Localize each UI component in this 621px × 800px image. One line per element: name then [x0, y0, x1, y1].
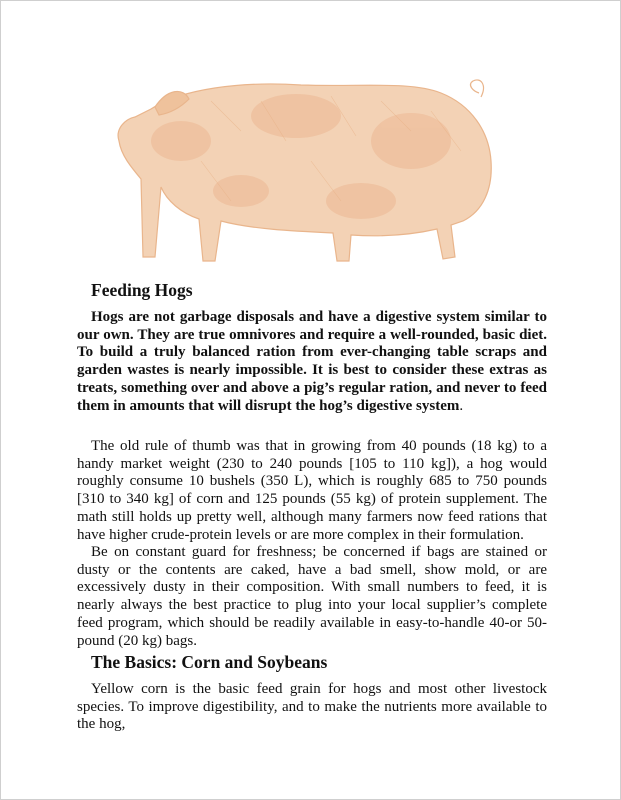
intro-text: Hogs are not garbage disposals and have a digestive system similar to our own. They are true omnivores and require a well-rounded, basic diet. To build a truly balanced ration from ever-changing table scraps and garden wastes is nearly impossible. It is best to consider these extras as treats, something over and above a pig’s regular ration, and never to feed them in amounts that will disrupt the hog’s digestive system	[77, 309, 547, 414]
section-heading-feeding-hogs: Feeding Hogs	[91, 280, 193, 300]
body-paragraph-rule-of-thumb: The old rule of thumb was that in growing from 40 pounds (18 kg) to a handy market weight (230 to 240 pounds [105 to 110 kg]), a hog would roughly consume 10 bushels (350 L), which is roughly 685 to 750 pounds [310 to 340 kg] of corn and 125 pounds (55 kg) of protein supplement. The math still holds up pretty well, although many farmers now feed rations that have higher crude-protein levels or are more complex in their formulation.	[77, 438, 547, 543]
body-paragraph-yellow-corn: Yellow corn is the basic feed grain for hogs and most other livestock species. To improve digestibility, and to make the nutrients more available to the hog,	[77, 681, 547, 733]
intro-paragraph	[77, 309, 547, 415]
pig-illustration-icon	[111, 71, 496, 267]
section-heading-corn-soybeans: The Basics: Corn and Soybeans	[91, 652, 328, 672]
intro-period: .	[459, 397, 464, 414]
body-paragraph-freshness: Be on constant guard for freshness; be concerned if bags are stained or dusty or the contents are caked, have a bad smell, show mold, or are excessively dusty in their composition. With small numbers to feed, it is nearly always the best practice to plug into your local supplier’s complete feed program, which should be readily available in easy-to-handle 40-or 50-pound (20 kg) bags.	[77, 544, 547, 649]
